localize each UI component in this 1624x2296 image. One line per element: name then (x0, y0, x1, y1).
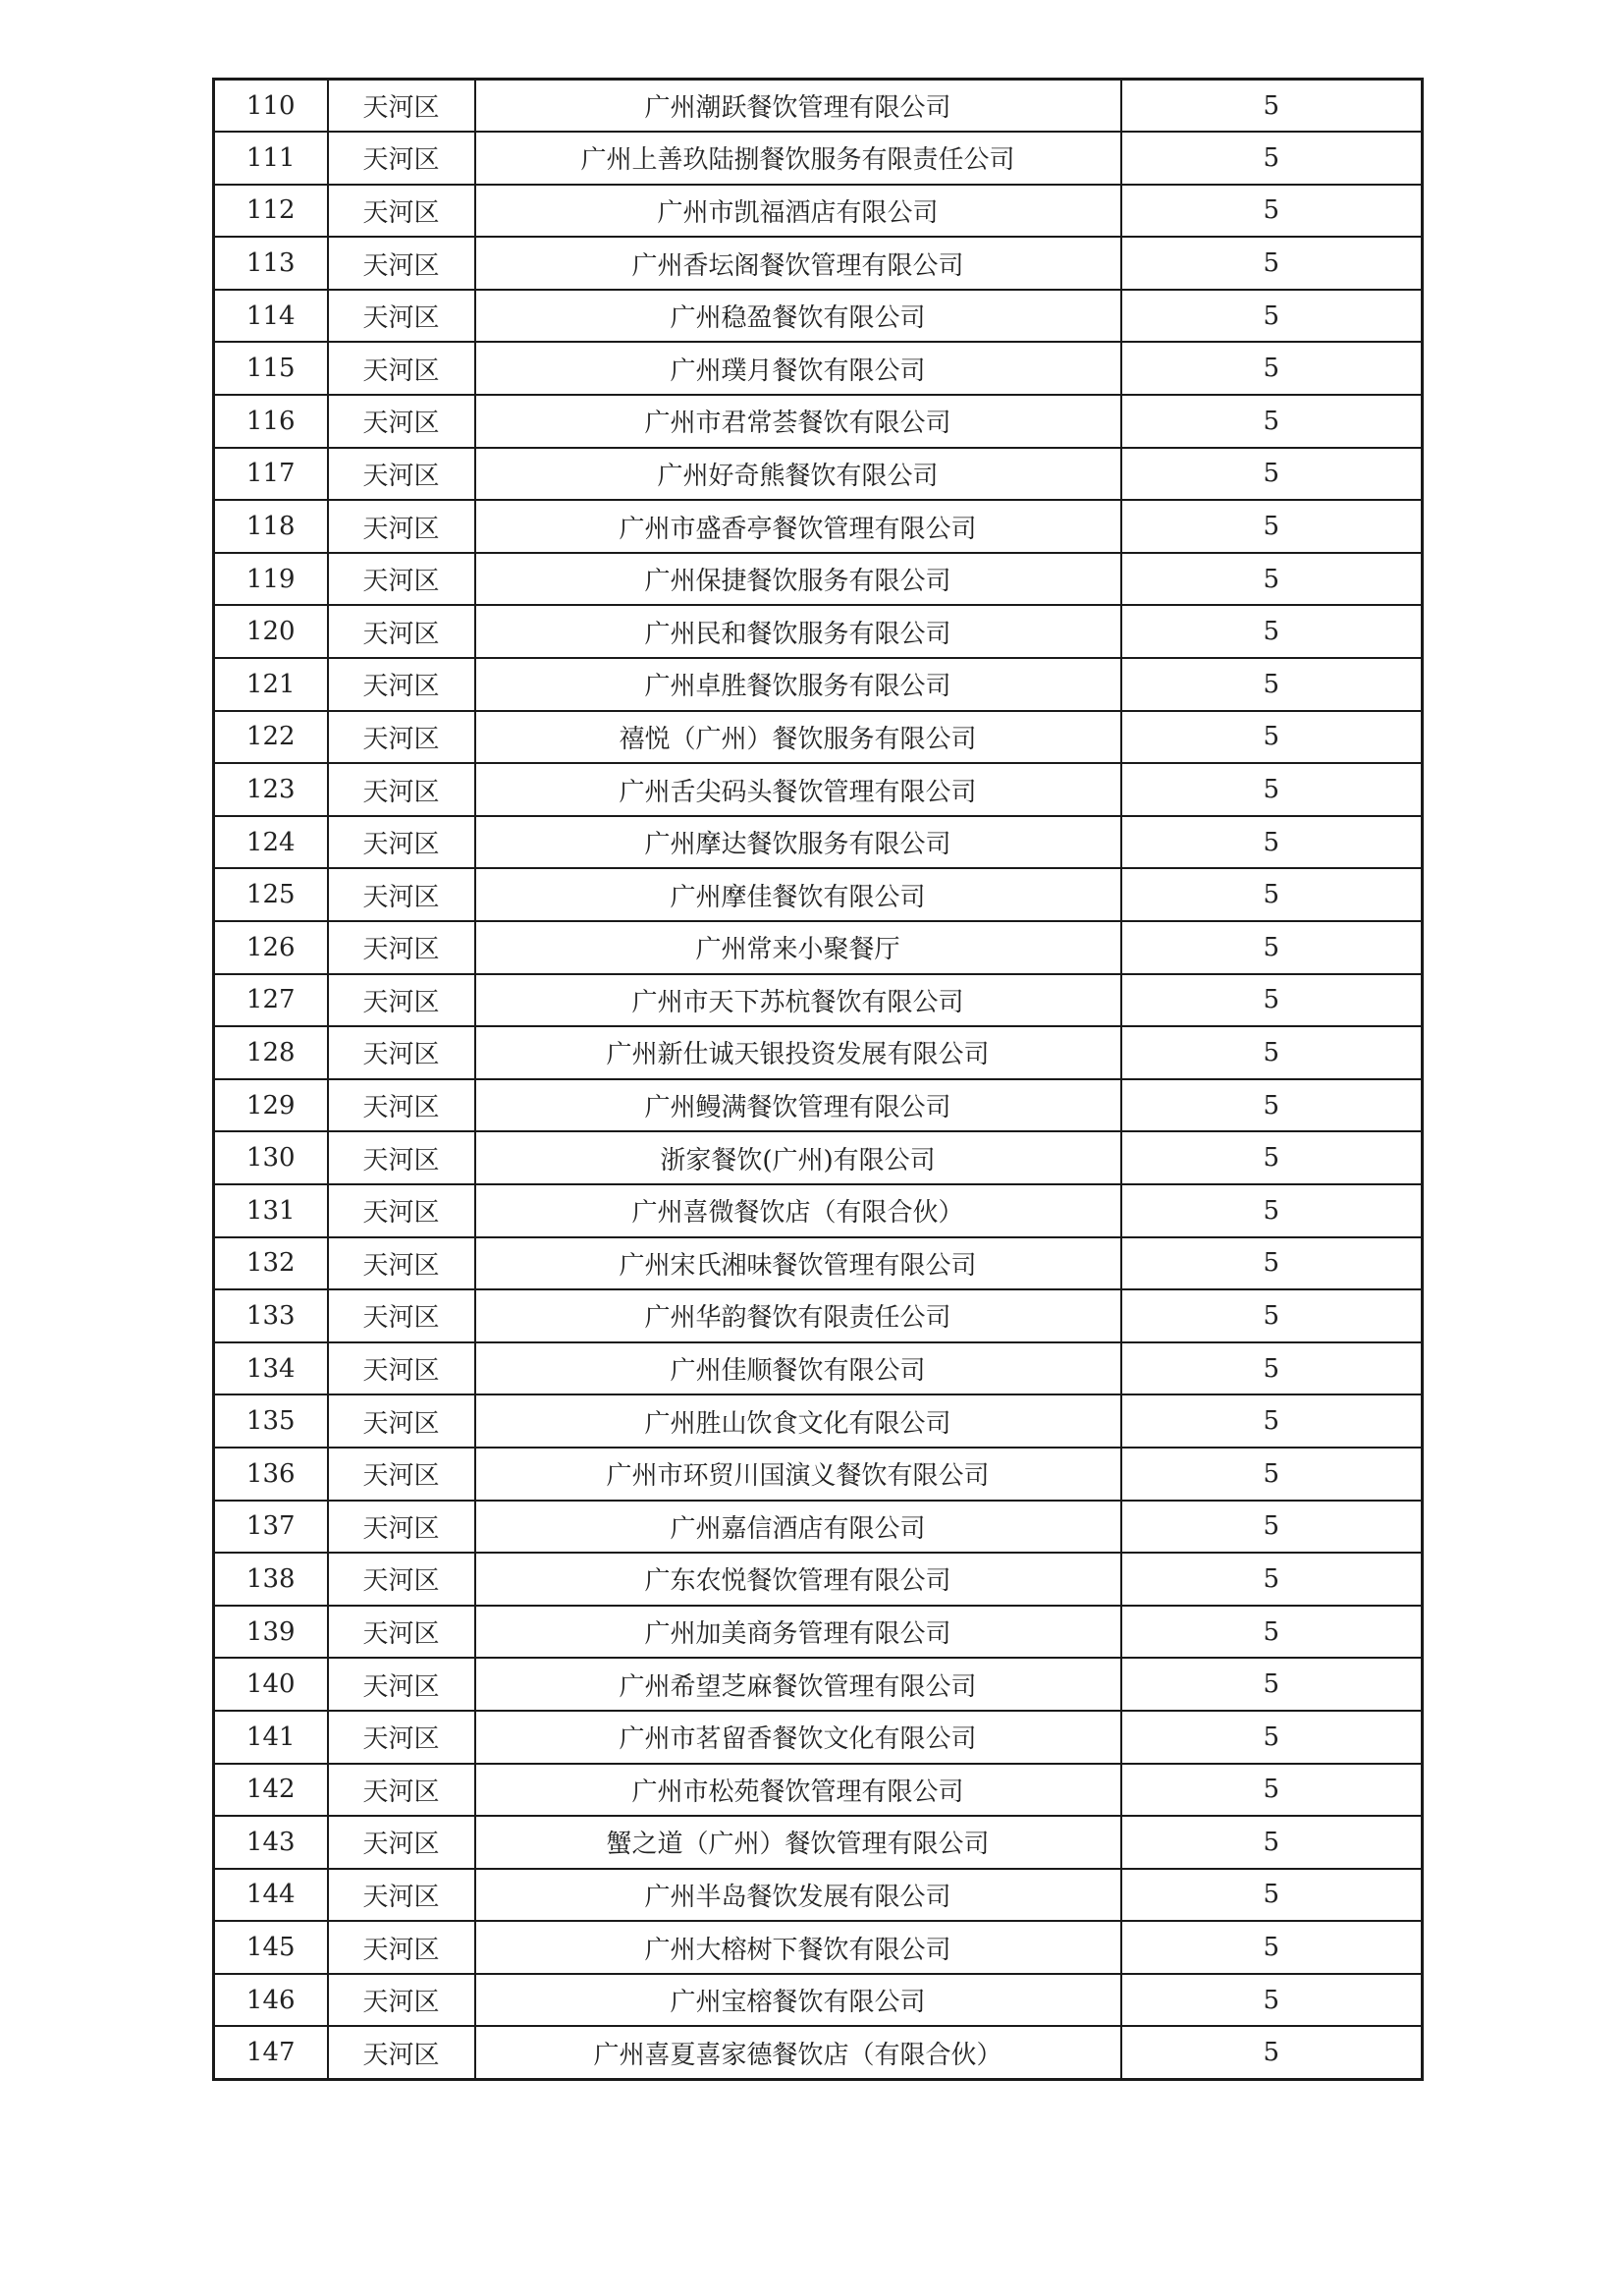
table-row (214, 290, 1423, 343)
district-cell: 天河区 (328, 1184, 475, 1237)
company-name-cell: 广州喜微餐饮店（有限合伙） (475, 1184, 1121, 1237)
district-cell: 天河区 (328, 1711, 475, 1764)
table-row (214, 711, 1423, 764)
table-row (214, 1079, 1423, 1132)
table-row (214, 1553, 1423, 1606)
district-cell: 天河区 (328, 1501, 475, 1554)
district-cell: 天河区 (328, 658, 475, 711)
company-name-cell: 广州摩佳餐饮有限公司 (475, 868, 1121, 921)
row-number-cell: 137 (214, 1501, 328, 1554)
district-cell: 天河区 (328, 342, 475, 395)
district-cell: 天河区 (328, 1079, 475, 1132)
row-number-cell: 144 (214, 1869, 328, 1922)
district-cell: 天河区 (328, 1131, 475, 1184)
score-cell: 5 (1121, 1606, 1423, 1659)
table-row (214, 1448, 1423, 1501)
row-number-cell: 141 (214, 1711, 328, 1764)
table-row (214, 2026, 1423, 2079)
district-cell: 天河区 (328, 2026, 475, 2079)
table-row (214, 553, 1423, 606)
company-name-cell: 广州上善玖陆捌餐饮服务有限责任公司 (475, 132, 1121, 185)
company-name-cell: 广州希望芝麻餐饮管理有限公司 (475, 1658, 1121, 1711)
district-cell: 天河区 (328, 80, 475, 133)
row-number-cell: 146 (214, 1974, 328, 2027)
row-number-cell: 143 (214, 1816, 328, 1869)
district-cell: 天河区 (328, 1921, 475, 1974)
table-row (214, 1501, 1423, 1554)
table-container (212, 78, 1424, 2081)
district-cell: 天河区 (328, 553, 475, 606)
row-number-cell: 128 (214, 1026, 328, 1079)
company-name-cell: 广州华韵餐饮有限责任公司 (475, 1289, 1121, 1342)
table-row (214, 1869, 1423, 1922)
score-cell: 5 (1121, 553, 1423, 606)
district-cell: 天河区 (328, 921, 475, 974)
row-number-cell: 135 (214, 1394, 328, 1448)
score-cell: 5 (1121, 1289, 1423, 1342)
district-cell: 天河区 (328, 290, 475, 343)
company-name-cell: 广州新仕诚天银投资发展有限公司 (475, 1026, 1121, 1079)
row-number-cell: 116 (214, 395, 328, 448)
district-cell: 天河区 (328, 500, 475, 553)
score-cell: 5 (1121, 1079, 1423, 1132)
company-name-cell: 广州宋氏湘味餐饮管理有限公司 (475, 1237, 1121, 1290)
score-cell: 5 (1121, 921, 1423, 974)
table-row (214, 448, 1423, 501)
company-name-cell: 广州鳗满餐饮管理有限公司 (475, 1079, 1121, 1132)
row-number-cell: 111 (214, 132, 328, 185)
district-cell: 天河区 (328, 1289, 475, 1342)
company-name-cell: 广州市环贸川国演义餐饮有限公司 (475, 1448, 1121, 1501)
company-name-cell: 广州摩达餐饮服务有限公司 (475, 816, 1121, 869)
company-name-cell: 广州半岛餐饮发展有限公司 (475, 1869, 1121, 1922)
company-name-cell: 广州稳盈餐饮有限公司 (475, 290, 1121, 343)
table-row (214, 658, 1423, 711)
company-name-cell: 广州嘉信酒店有限公司 (475, 1501, 1121, 1554)
score-cell: 5 (1121, 185, 1423, 238)
district-cell: 天河区 (328, 711, 475, 764)
row-number-cell: 136 (214, 1448, 328, 1501)
score-cell: 5 (1121, 1448, 1423, 1501)
score-cell: 5 (1121, 1131, 1423, 1184)
row-number-cell: 147 (214, 2026, 328, 2079)
table-row (214, 1974, 1423, 2027)
row-number-cell: 142 (214, 1764, 328, 1817)
row-number-cell: 113 (214, 237, 328, 290)
row-number-cell: 120 (214, 605, 328, 658)
row-number-cell: 117 (214, 448, 328, 501)
district-cell: 天河区 (328, 974, 475, 1027)
score-cell: 5 (1121, 1184, 1423, 1237)
row-number-cell: 139 (214, 1606, 328, 1659)
row-number-cell: 129 (214, 1079, 328, 1132)
row-number-cell: 123 (214, 763, 328, 816)
company-name-cell: 蟹之道（广州）餐饮管理有限公司 (475, 1816, 1121, 1869)
table-row (214, 237, 1423, 290)
score-cell: 5 (1121, 1921, 1423, 1974)
company-name-cell: 广州舌尖码头餐饮管理有限公司 (475, 763, 1121, 816)
table-row (214, 974, 1423, 1027)
company-name-cell: 广州市君常荟餐饮有限公司 (475, 395, 1121, 448)
district-cell: 天河区 (328, 1394, 475, 1448)
score-cell: 5 (1121, 605, 1423, 658)
district-cell: 天河区 (328, 132, 475, 185)
district-cell: 天河区 (328, 816, 475, 869)
row-number-cell: 138 (214, 1553, 328, 1606)
table-row (214, 1764, 1423, 1817)
district-cell: 天河区 (328, 1448, 475, 1501)
table-row (214, 1921, 1423, 1974)
company-name-cell: 广州民和餐饮服务有限公司 (475, 605, 1121, 658)
company-name-cell: 广州胜山饮食文化有限公司 (475, 1394, 1121, 1448)
row-number-cell: 122 (214, 711, 328, 764)
table-body (214, 80, 1423, 2080)
district-cell: 天河区 (328, 1816, 475, 1869)
score-cell: 5 (1121, 1237, 1423, 1290)
district-cell: 天河区 (328, 185, 475, 238)
score-cell: 5 (1121, 132, 1423, 185)
company-name-cell: 广州市天下苏杭餐饮有限公司 (475, 974, 1121, 1027)
score-cell: 5 (1121, 711, 1423, 764)
table-row (214, 816, 1423, 869)
score-cell: 5 (1121, 395, 1423, 448)
table-row (214, 763, 1423, 816)
table-row (214, 395, 1423, 448)
score-cell: 5 (1121, 448, 1423, 501)
district-cell: 天河区 (328, 763, 475, 816)
district-cell: 天河区 (328, 1237, 475, 1290)
company-name-cell: 广州好奇熊餐饮有限公司 (475, 448, 1121, 501)
row-number-cell: 110 (214, 80, 328, 133)
company-name-cell: 广州大榕树下餐饮有限公司 (475, 1921, 1121, 1974)
row-number-cell: 114 (214, 290, 328, 343)
district-cell: 天河区 (328, 1342, 475, 1395)
row-number-cell: 119 (214, 553, 328, 606)
score-cell: 5 (1121, 1816, 1423, 1869)
row-number-cell: 121 (214, 658, 328, 711)
score-cell: 5 (1121, 816, 1423, 869)
score-cell: 5 (1121, 1974, 1423, 2027)
table-row (214, 132, 1423, 185)
score-cell: 5 (1121, 1026, 1423, 1079)
score-cell: 5 (1121, 1553, 1423, 1606)
district-cell: 天河区 (328, 1553, 475, 1606)
company-name-cell: 广州保捷餐饮服务有限公司 (475, 553, 1121, 606)
table-row (214, 921, 1423, 974)
company-name-cell: 广州市松苑餐饮管理有限公司 (475, 1764, 1121, 1817)
table-row (214, 185, 1423, 238)
district-cell: 天河区 (328, 1026, 475, 1079)
district-cell: 天河区 (328, 1606, 475, 1659)
table-row (214, 1606, 1423, 1659)
score-cell: 5 (1121, 342, 1423, 395)
row-number-cell: 134 (214, 1342, 328, 1395)
score-cell: 5 (1121, 763, 1423, 816)
district-cell: 天河区 (328, 1764, 475, 1817)
table-row (214, 868, 1423, 921)
company-name-cell: 广州潮跃餐饮管理有限公司 (475, 80, 1121, 133)
table-row (214, 605, 1423, 658)
row-number-cell: 132 (214, 1237, 328, 1290)
score-cell: 5 (1121, 1711, 1423, 1764)
table-row (214, 1289, 1423, 1342)
row-number-cell: 125 (214, 868, 328, 921)
table-row (214, 1658, 1423, 1711)
district-cell: 天河区 (328, 1658, 475, 1711)
score-cell: 5 (1121, 1501, 1423, 1554)
table-row (214, 1131, 1423, 1184)
row-number-cell: 127 (214, 974, 328, 1027)
score-cell: 5 (1121, 290, 1423, 343)
score-cell: 5 (1121, 868, 1423, 921)
district-cell: 天河区 (328, 1974, 475, 2027)
row-number-cell: 130 (214, 1131, 328, 1184)
score-cell: 5 (1121, 1342, 1423, 1395)
table-row (214, 1342, 1423, 1395)
district-cell: 天河区 (328, 605, 475, 658)
district-cell: 天河区 (328, 1869, 475, 1922)
company-name-cell: 广州喜夏喜家德餐饮店（有限合伙） (475, 2026, 1121, 2079)
row-number-cell: 140 (214, 1658, 328, 1711)
score-cell: 5 (1121, 1394, 1423, 1448)
table-row (214, 1816, 1423, 1869)
company-name-cell: 广州市盛香亭餐饮管理有限公司 (475, 500, 1121, 553)
row-number-cell: 131 (214, 1184, 328, 1237)
company-name-cell: 广州常来小聚餐厅 (475, 921, 1121, 974)
table-row (214, 1237, 1423, 1290)
row-number-cell: 133 (214, 1289, 328, 1342)
score-cell: 5 (1121, 1869, 1423, 1922)
district-cell: 天河区 (328, 395, 475, 448)
company-name-cell: 广州璞月餐饮有限公司 (475, 342, 1121, 395)
score-cell: 5 (1121, 1658, 1423, 1711)
score-cell: 5 (1121, 500, 1423, 553)
company-name-cell: 广州香坛阁餐饮管理有限公司 (475, 237, 1121, 290)
score-cell: 5 (1121, 1764, 1423, 1817)
table-row (214, 1184, 1423, 1237)
company-name-cell: 广州卓胜餐饮服务有限公司 (475, 658, 1121, 711)
district-cell: 天河区 (328, 237, 475, 290)
district-cell: 天河区 (328, 448, 475, 501)
row-number-cell: 115 (214, 342, 328, 395)
table-row (214, 500, 1423, 553)
score-cell: 5 (1121, 80, 1423, 133)
company-score-table (212, 78, 1424, 2081)
table-row (214, 80, 1423, 133)
company-name-cell: 广州加美商务管理有限公司 (475, 1606, 1121, 1659)
row-number-cell: 124 (214, 816, 328, 869)
company-name-cell: 广东农悦餐饮管理有限公司 (475, 1553, 1121, 1606)
company-name-cell: 广州市茗留香餐饮文化有限公司 (475, 1711, 1121, 1764)
company-name-cell: 广州宝榕餐饮有限公司 (475, 1974, 1121, 2027)
table-row (214, 342, 1423, 395)
company-name-cell: 浙家餐饮(广州)有限公司 (475, 1131, 1121, 1184)
table-row (214, 1026, 1423, 1079)
row-number-cell: 126 (214, 921, 328, 974)
score-cell: 5 (1121, 237, 1423, 290)
district-cell: 天河区 (328, 868, 475, 921)
company-name-cell: 禧悦（广州）餐饮服务有限公司 (475, 711, 1121, 764)
score-cell: 5 (1121, 974, 1423, 1027)
score-cell: 5 (1121, 2026, 1423, 2079)
company-name-cell: 广州佳顺餐饮有限公司 (475, 1342, 1121, 1395)
table-row (214, 1711, 1423, 1764)
row-number-cell: 145 (214, 1921, 328, 1974)
table-row (214, 1394, 1423, 1448)
row-number-cell: 118 (214, 500, 328, 553)
company-name-cell: 广州市凯福酒店有限公司 (475, 185, 1121, 238)
row-number-cell: 112 (214, 185, 328, 238)
score-cell: 5 (1121, 658, 1423, 711)
